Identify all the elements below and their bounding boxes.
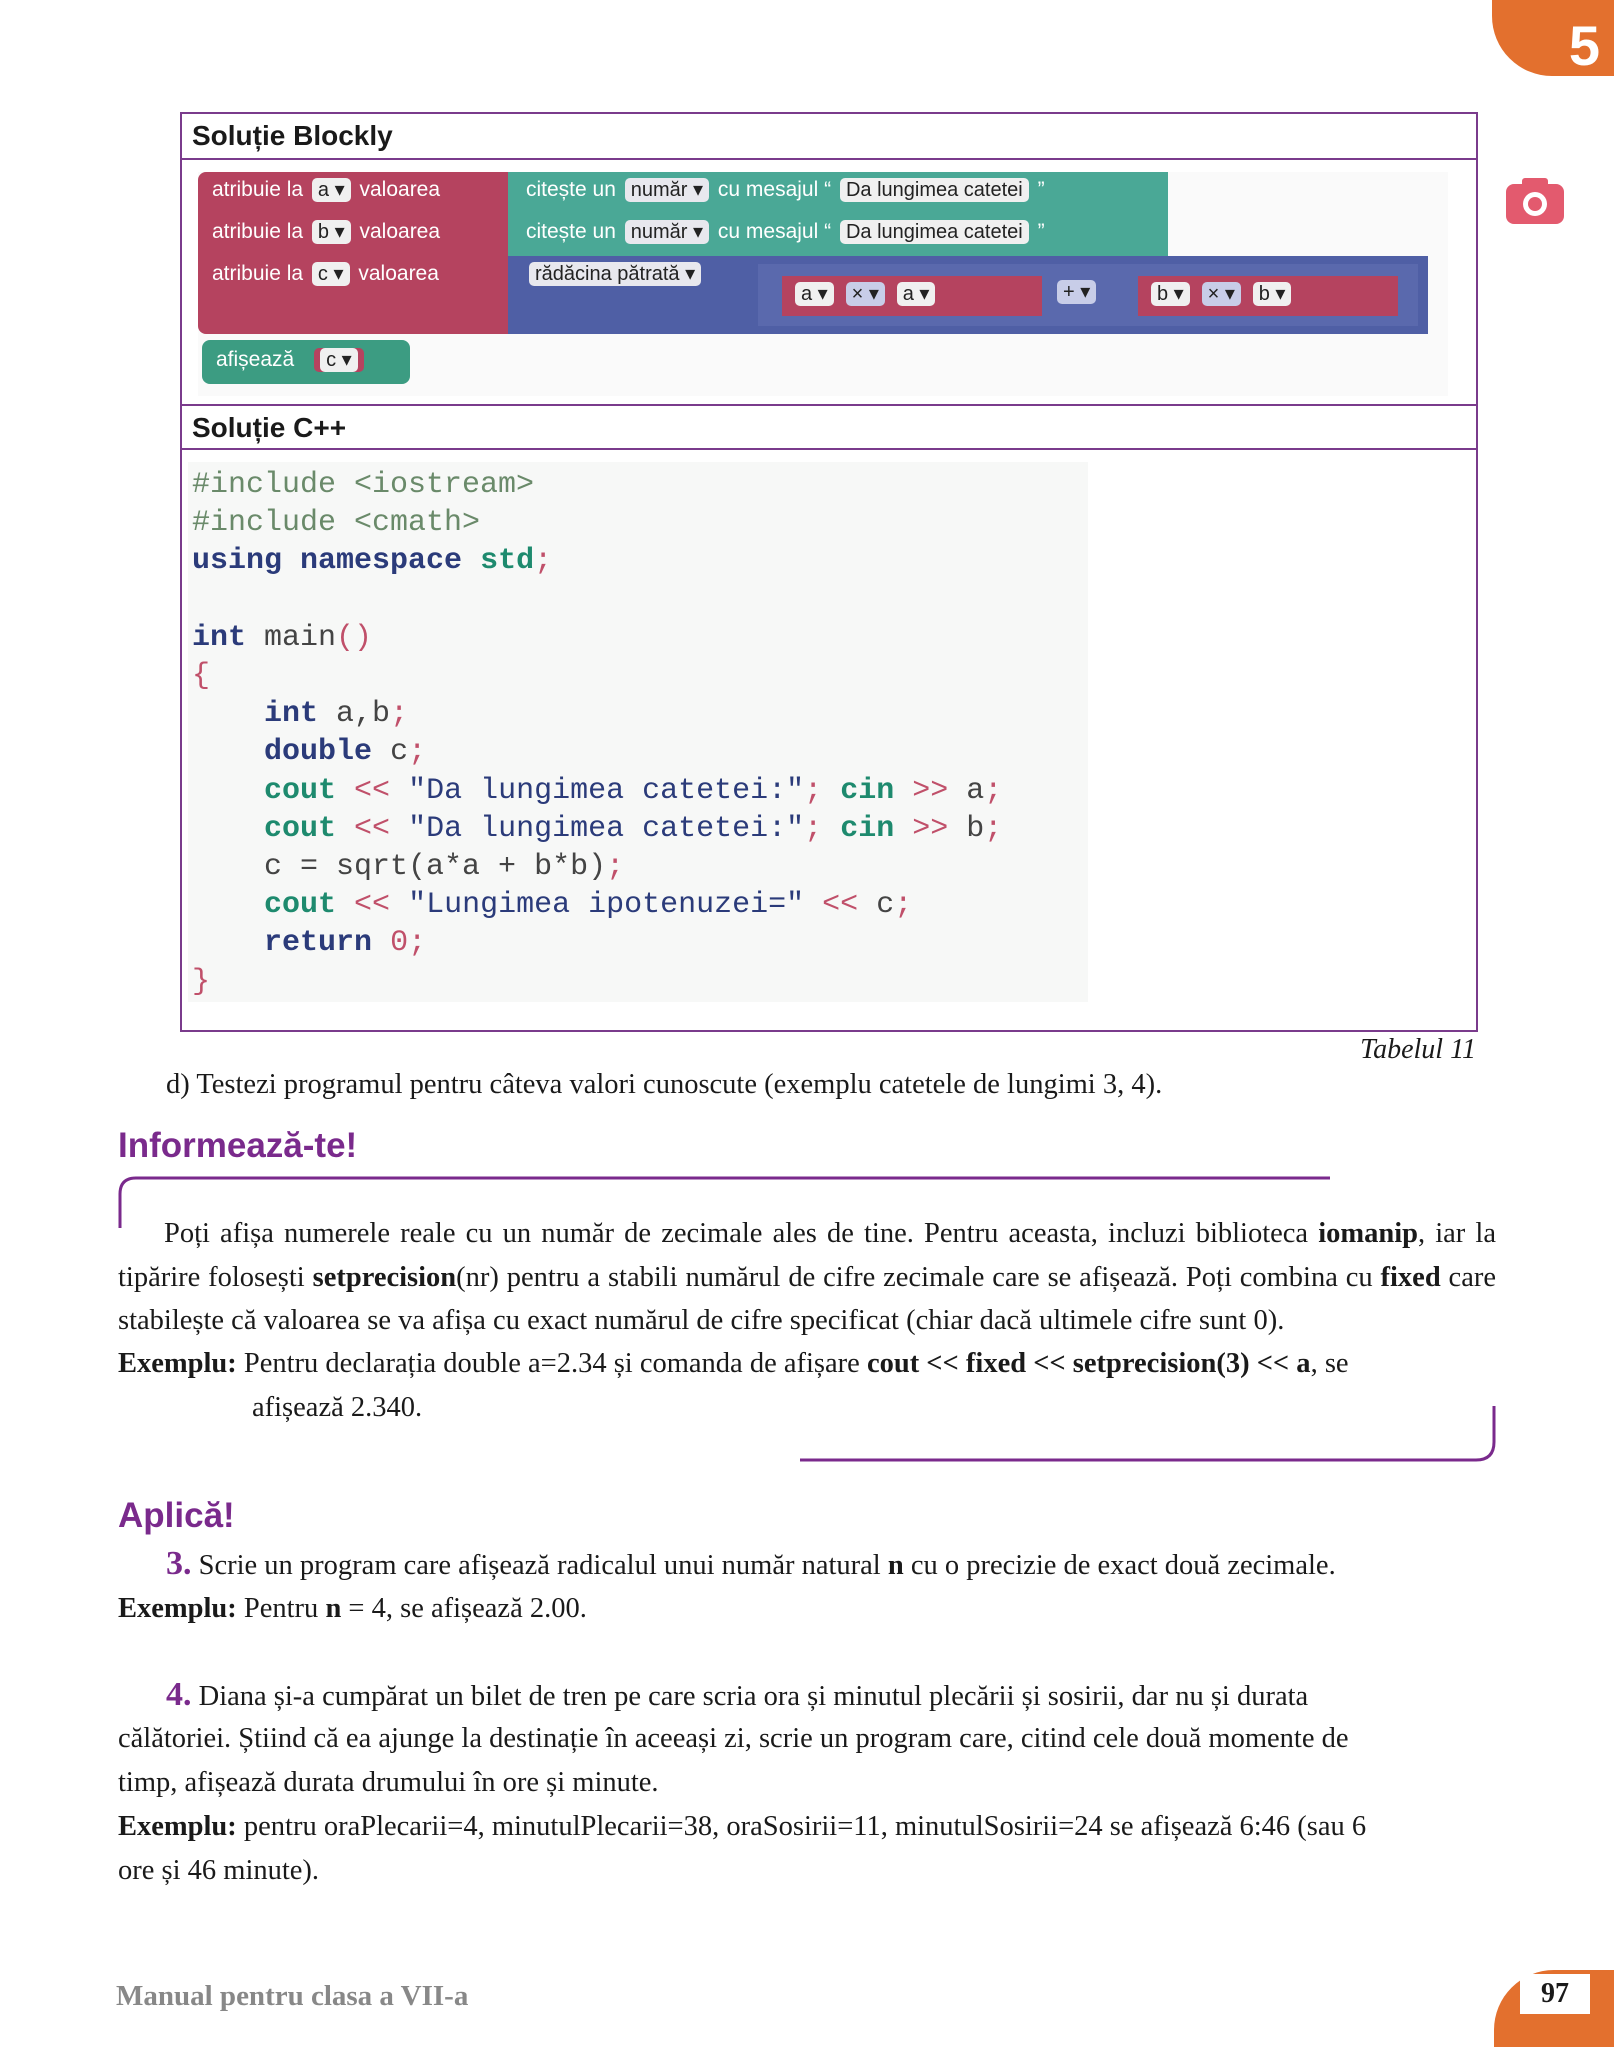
assign-label: atribuie la (212, 178, 304, 201)
type-dropdown[interactable]: număr ▾ (625, 178, 709, 202)
solution-table (180, 112, 1478, 1032)
exercise-3: 3. Scrie un program care afișează radicalul unui număr natural n cu o precizie de exact două zecimale. (166, 1545, 1336, 1582)
plus-operator[interactable]: + ▾ (1054, 280, 1104, 310)
type-dropdown[interactable]: număr ▾ (625, 220, 709, 244)
prompt-text-field[interactable]: Da lungimea catetei (840, 178, 1029, 202)
chapter-number: 5 (1568, 14, 1600, 77)
table-caption: Tabelul 11 (1360, 1034, 1476, 1065)
page-number: 97 (1520, 1974, 1590, 2014)
assign-block-c[interactable]: atribuie la c ▾ valoarea (198, 256, 508, 334)
cpp-heading: Soluție C++ (182, 404, 1476, 450)
exercise-4-number: 4. (166, 1676, 192, 1713)
exercise-3-number: 3. (166, 1545, 192, 1582)
blockly-workspace (198, 172, 1448, 396)
var-dropdown-c[interactable]: c ▾ (312, 262, 350, 286)
read-number-block-1[interactable] (508, 172, 1168, 214)
cpp-code-block: #include <iostream> #include <cmath> using namespace std; int main() { int a,b; double c; cout << "Da lungimea catetei:"; cin >> a; cout << "Da lungimea catetei:"; cin >> b; c = sqrt(a*a + b*b); cout << "Lungimea ipotenuzei=" << c; return 0; } (188, 462, 1088, 1002)
print-label: afișează (216, 348, 295, 371)
times-operator[interactable]: × ▾ (846, 282, 885, 306)
prompt-text-field[interactable]: Da lungimea catetei (840, 220, 1029, 244)
assign-block-a[interactable] (198, 172, 508, 214)
chapter-tab (1492, 0, 1614, 76)
product-block-b[interactable]: b ▾ × ▾ b ▾ (1138, 276, 1398, 316)
exercise-4-example: Exemplu: pentru oraPlecarii=4, minutulPlecarii=38, oraSosirii=11, minutulSosirii=24 se afișează 6:46 (sau 6 (118, 1811, 1367, 1842)
var-c-block[interactable]: c ▾ (314, 348, 364, 372)
exercise-4-line-3: timp, afișează durata drumului în ore și minute. (118, 1767, 659, 1798)
value-label: valoarea (359, 178, 441, 201)
read-label: citește un (526, 178, 616, 201)
assign-block-b[interactable]: atribuie la b ▾ valoarea (198, 214, 508, 256)
times-operator[interactable]: × ▾ (1202, 282, 1241, 306)
sqrt-dropdown[interactable]: rădăcina pătrată ▾ (529, 262, 701, 286)
message-label: cu mesajul (717, 178, 819, 201)
blockly-heading: Soluție Blockly (182, 114, 1476, 160)
exercise-4-line-2: călătoriei. Știind că ea ajunge la destinație în aceeași zi, scrie un program care, citind cele două momente de (118, 1723, 1349, 1754)
info-example-result: afișează 2.340. (252, 1392, 423, 1423)
apply-heading: Aplică! (118, 1496, 235, 1535)
book-title: Manual pentru clasa a VII-a (116, 1980, 469, 2012)
close-quote-icon: ” (1037, 178, 1045, 201)
read-number-block-2[interactable]: citește un număr ▾ cu mesajul “ Da lungimea catetei ” (508, 214, 1168, 256)
open-quote-icon: “ (824, 178, 832, 201)
step-d-text: d) Testezi programul pentru câteva valori cunoscute (exemplu catetele de lungimi 3, 4). (166, 1069, 1163, 1100)
info-heading: Informează-te! (118, 1126, 358, 1165)
var-dropdown-a[interactable]: a ▾ (312, 178, 351, 202)
var-dropdown-b[interactable]: b ▾ (312, 220, 351, 244)
exercise-4-example-end: ore și 46 minute). (118, 1855, 320, 1886)
exercise-3-example: Exemplu: Pentru n = 4, se afișează 2.00. (118, 1593, 587, 1624)
info-paragraph: Poți afișa numerele reale cu un număr de zecimale ales de tine. Pentru aceasta, incluzi biblioteca iomanip, iar la tipărire folosești setprecision(nr) pentru a stabili numărul de cifre zecimale care se afișează. Poți combina cu fixed care stabilește că valoarea se va afișa cu exact numărul de cifre specificat (chiar dacă ultimele cifre sunt 0). (118, 1218, 1496, 1336)
info-bottom-bracket (800, 1400, 1500, 1464)
print-block[interactable] (202, 340, 410, 384)
product-block-a[interactable]: a ▾ × ▾ a ▾ (782, 276, 1042, 316)
info-example: Exemplu: Pentru declarația double a=2.34 și comanda de afișare cout << fixed << setprecision(3) << a, se (118, 1348, 1349, 1379)
camera-icon[interactable] (1504, 176, 1566, 226)
exercise-4-line-1: 4. Diana și-a cumpărat un bilet de tren pe care scria ora și minutul plecării și sosirii, dar nu și durata (166, 1676, 1309, 1713)
